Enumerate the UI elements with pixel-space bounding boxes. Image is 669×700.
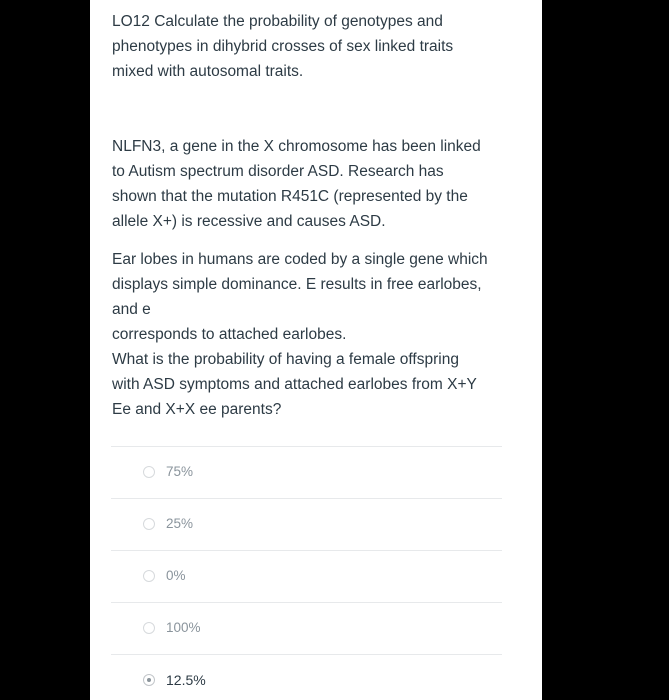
answer-option-12-5[interactable] — [111, 654, 502, 700]
radio-button-selected[interactable] — [143, 674, 155, 686]
question-line: What is the probability of having a female offspring — [112, 351, 459, 368]
question-line: with ASD symptoms and attached earlobes from X+Y — [112, 376, 477, 393]
answer-label: 0% — [166, 568, 186, 583]
question-line: and e — [112, 301, 151, 318]
objective-line: mixed with autosomal traits. — [112, 63, 304, 80]
question-line: shown that the mutation R451C (represented by the — [112, 188, 468, 205]
radio-button[interactable] — [143, 570, 155, 582]
question-line: corresponds to attached earlobes. — [112, 326, 347, 343]
radio-button[interactable] — [143, 466, 155, 478]
radio-button[interactable] — [143, 518, 155, 530]
answer-option-25[interactable] — [111, 498, 502, 550]
answer-option-75[interactable] — [111, 446, 502, 498]
question-line: Ear lobes in humans are coded by a single gene which — [112, 251, 488, 268]
question-paragraph-earlobes — [112, 247, 512, 422]
question-paragraph-gene — [112, 134, 512, 234]
question-line: NLFN3, a gene in the X chromosome has been linked — [112, 138, 481, 155]
question-line: displays simple dominance. E results in free earlobes, — [112, 276, 482, 293]
question-line: to Autism spectrum disorder ASD. Research has — [112, 163, 444, 180]
answer-label: 100% — [166, 620, 201, 635]
question-line: Ee and X+X ee parents? — [112, 401, 282, 418]
answer-option-0[interactable] — [111, 550, 502, 602]
answer-choices — [111, 446, 502, 700]
radio-button[interactable] — [143, 622, 155, 634]
answer-label: 12.5% — [166, 672, 206, 688]
objective-line: phenotypes in dihybrid crosses of sex linked traits — [112, 38, 454, 55]
question-line: allele X+) is recessive and causes ASD. — [112, 213, 386, 230]
quiz-question-card — [90, 0, 542, 700]
learning-objective — [112, 9, 512, 84]
answer-option-100[interactable] — [111, 602, 502, 654]
answer-label: 25% — [166, 516, 194, 531]
objective-line: LO12 Calculate the probability of genotypes and — [112, 13, 443, 30]
answer-label: 75% — [166, 464, 194, 479]
